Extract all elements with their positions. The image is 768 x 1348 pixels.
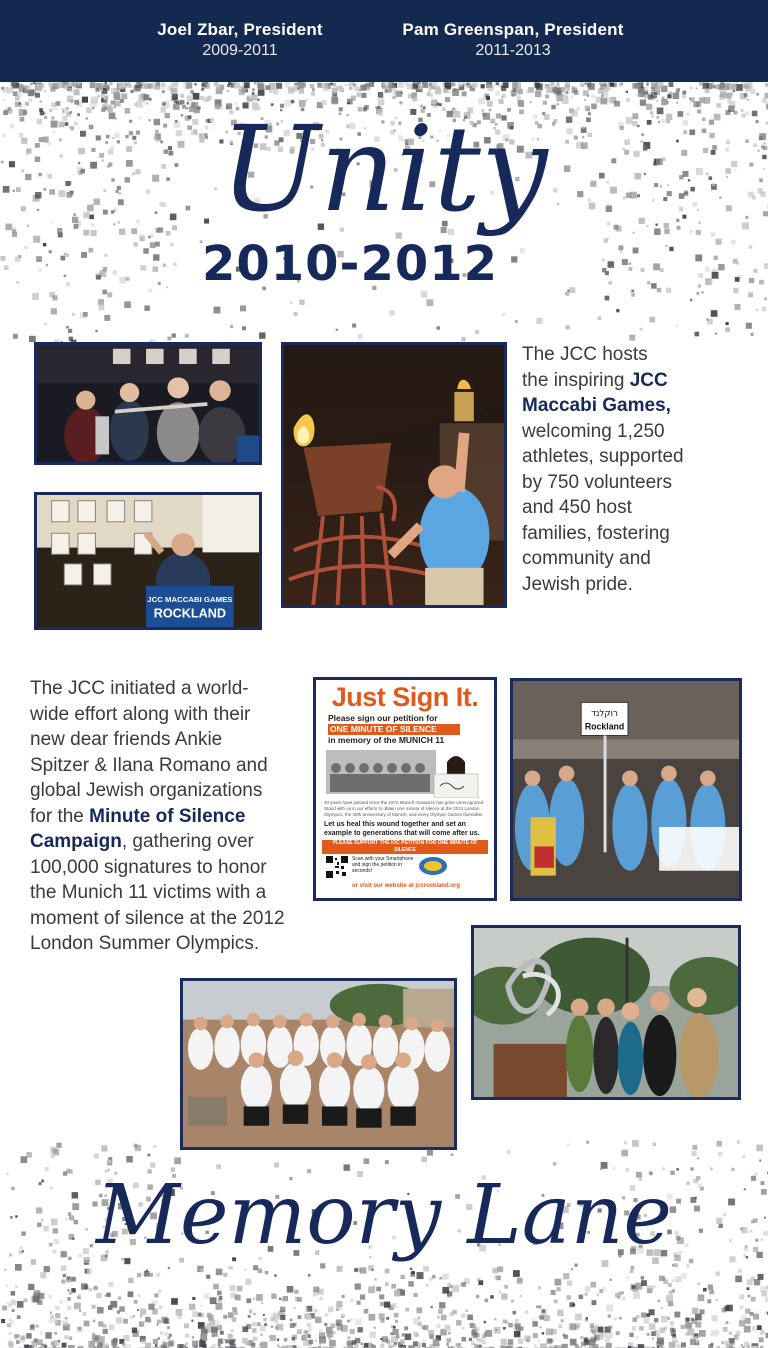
poster-munich-11-photo bbox=[316, 746, 494, 798]
maccabi-bold-1: JCC bbox=[629, 369, 668, 391]
poster-bottom bbox=[316, 856, 494, 882]
poster-bold-text: Let us heal this wound together and set an example to generations that will come after us. bbox=[324, 821, 480, 837]
president-2-name: Pam Greenspan, President bbox=[402, 20, 624, 39]
photo-torch-lighting-dignitaries bbox=[34, 342, 262, 465]
photo-volunteer-team-group bbox=[180, 978, 457, 1150]
photo-speaker-at-podium bbox=[34, 492, 262, 630]
poster-small-text: 40 years have passed since the 1972 Munich massacre has gone unrecognized. Stand with us in our efforts to obtain one minute of silence at the 2012 London Olympics, the 40th anniversary of Munich, and every Olympic Games thereafter. bbox=[324, 800, 485, 817]
president-2-years: 2011-2013 bbox=[475, 42, 551, 59]
poster-visit-text: or visit our website at jccrockland.org bbox=[352, 883, 461, 889]
banner-text-2: ROCKLAND bbox=[153, 606, 227, 621]
header-bar bbox=[0, 0, 768, 82]
silence-line-10: moment of silence at the 2012 bbox=[30, 907, 285, 929]
maccabi-line-6: by 750 volunteers bbox=[522, 471, 672, 493]
qr-code-icon bbox=[326, 856, 348, 878]
banner-text: JCC MACCABI GAMES bbox=[147, 595, 233, 605]
silence-line-5: global Jewish organizations bbox=[30, 780, 263, 801]
poster-line-3: in memory of the MUNICH 11 bbox=[328, 735, 445, 745]
photo-rockland-delegation bbox=[510, 678, 742, 901]
maccabi-line-9: community and bbox=[522, 548, 651, 569]
maccabi-line-1: The JCC hosts bbox=[522, 344, 648, 365]
memory-lane-title: Memory Lane bbox=[96, 1168, 672, 1263]
poster-scan-text: Scan with your Smartphone and sign the petition in seconds! bbox=[352, 856, 414, 874]
maccabi-line-3 bbox=[522, 393, 752, 419]
silence-for-the: for the bbox=[30, 805, 90, 827]
maccabi-line-10: Jewish pride. bbox=[522, 573, 633, 595]
silence-line-1: The JCC initiated a world- bbox=[30, 678, 249, 699]
unity-title: Unity bbox=[220, 100, 548, 238]
silence-line-7 bbox=[30, 829, 320, 855]
silence-line-9: the Munich 11 victims with a bbox=[30, 882, 267, 903]
silence-line-2: wide effort along with their bbox=[30, 703, 251, 725]
sign-english-text: Rockland bbox=[584, 721, 625, 732]
poster-line-2: ONE MINUTE OF SILENCE bbox=[328, 724, 460, 735]
maccabi-line-5: athletes, supported bbox=[522, 446, 684, 467]
maccabi-line-2-text: the inspiring bbox=[522, 369, 630, 391]
photo-sculpture-dedication bbox=[471, 925, 741, 1100]
sign-hebrew-text: רוקלנד bbox=[591, 709, 618, 720]
maccabi-line-4: welcoming 1,250 bbox=[522, 420, 665, 442]
maccabi-logo-icon bbox=[418, 856, 448, 876]
president-1 bbox=[120, 20, 360, 60]
poster-orange-bar: PLEASE SUPPORT THE IOC PETITION FOR ONE MINUTE OF SILENCE bbox=[322, 840, 488, 854]
photo-torch-lighter bbox=[281, 342, 507, 608]
maccabi-line-8: families, fostering bbox=[522, 522, 670, 544]
silence-bold-2: Campaign bbox=[30, 831, 122, 852]
maccabi-line-7: and 450 host bbox=[522, 497, 632, 518]
maccabi-bold-2: Maccabi Games, bbox=[522, 395, 671, 416]
minute-of-silence-description bbox=[30, 676, 320, 957]
silence-after-bold: , gathering over bbox=[121, 831, 254, 852]
poster-title: Just Sign It. bbox=[331, 682, 479, 712]
silence-line-8: 100,000 signatures to honor bbox=[30, 856, 267, 878]
president-1-name: Joel Zbar, President bbox=[157, 20, 323, 39]
silence-line-4: Spitzer & Ilana Romano and bbox=[30, 754, 268, 776]
president-1-years: 2009-2011 bbox=[202, 42, 278, 59]
president-2 bbox=[393, 20, 633, 60]
just-sign-it-poster bbox=[313, 677, 497, 901]
silence-line-6 bbox=[30, 804, 320, 830]
silence-bold-1: Minute of Silence bbox=[89, 805, 246, 827]
maccabi-description bbox=[522, 342, 752, 597]
maccabi-line-2 bbox=[522, 368, 752, 394]
silence-line-3: new dear friends Ankie bbox=[30, 729, 223, 750]
years-title: 2010-2012 bbox=[201, 236, 499, 292]
silence-line-11: London Summer Olympics. bbox=[30, 933, 260, 954]
poster-line-1: Please sign our petition for bbox=[328, 713, 438, 723]
